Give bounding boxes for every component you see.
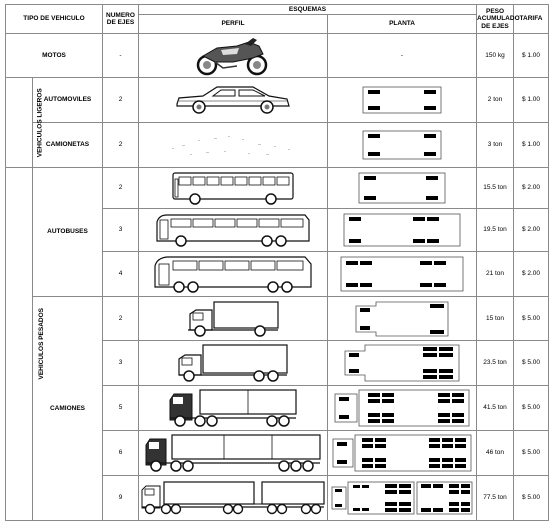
plan-2-axle-icon <box>354 300 450 338</box>
header-peso: PESO ACUMULADO DE EJES <box>477 5 514 34</box>
ejes-cell: 2 <box>103 123 139 168</box>
profile-cell <box>139 168 328 209</box>
plan-cell <box>328 297 477 341</box>
profile-cell <box>139 252 328 297</box>
category-automoviles: AUTOMOVILES <box>33 78 103 123</box>
ejes-cell: 5 <box>103 386 139 431</box>
plan-5-axle-icon <box>334 388 470 428</box>
profile-cell <box>139 476 328 521</box>
road-train-icon <box>140 480 326 516</box>
plan-cell <box>328 78 477 123</box>
peso-cell: 23.5 ton <box>477 341 514 386</box>
plan-cell <box>328 123 477 168</box>
plan-3-axle-icon <box>343 343 461 383</box>
tarifa-cell: $ 1.00 <box>514 34 549 78</box>
peso-cell: 2 ton <box>477 78 514 123</box>
header-esquemas: ESQUEMAS <box>139 5 477 15</box>
category-camiones: CAMIONES <box>33 297 103 521</box>
plan-2-axle-icon <box>362 86 442 114</box>
profile-cell <box>139 341 328 386</box>
plan-2-axle-icon <box>362 130 442 160</box>
category-autobuses: AUTOBUSES <box>33 168 103 297</box>
ejes-cell: 2 <box>103 297 139 341</box>
plan-cell <box>328 252 477 297</box>
tarifa-cell: $ 5.00 <box>514 386 549 431</box>
pickup-icon <box>168 130 298 160</box>
tarifa-cell: $ 1.00 <box>514 123 549 168</box>
category-motos: MOTOS <box>6 34 103 78</box>
header-tarifa: TARIFA <box>514 5 549 34</box>
table-row <box>6 123 549 168</box>
tarifa-cell: $ 5.00 <box>514 476 549 521</box>
profile-cell <box>139 386 328 431</box>
tarifa-cell: $ 2.00 <box>514 168 549 209</box>
plan-cell <box>328 476 477 521</box>
peso-cell: 19.5 ton <box>477 209 514 252</box>
header-ejes: NUMERO DE EJES <box>103 5 139 34</box>
table-row <box>6 297 549 341</box>
peso-cell: 41.5 ton <box>477 386 514 431</box>
ejes-cell: 6 <box>103 431 139 476</box>
peso-cell: 15 ton <box>477 297 514 341</box>
header-planta: PLANTA <box>328 15 477 34</box>
ejes-cell: 2 <box>103 168 139 209</box>
table-row <box>6 78 549 123</box>
ejes-cell: 3 <box>103 209 139 252</box>
bus-icon <box>171 170 295 206</box>
plan-cell: - <box>328 34 477 78</box>
tarifa-cell: $ 5.00 <box>514 431 549 476</box>
peso-cell: 15.5 ton <box>477 168 514 209</box>
profile-cell <box>139 34 328 78</box>
table-row <box>6 168 549 209</box>
truck-icon <box>177 343 289 383</box>
semi-truck-icon <box>168 388 298 428</box>
header-tipo: TIPO DE VEHICULO <box>6 5 103 34</box>
peso-cell: 46 ton <box>477 431 514 476</box>
plan-cell <box>328 386 477 431</box>
plan-3-axle-icon <box>343 213 461 247</box>
plan-9-axle-icon <box>331 479 473 517</box>
plan-4-axle-icon <box>340 256 464 292</box>
group-pesados: VEHICULOS PESADOS <box>6 168 33 521</box>
plan-cell <box>328 341 477 386</box>
toll-tariff-table <box>5 4 549 521</box>
semi-truck-icon <box>144 433 322 473</box>
profile-cell <box>139 78 328 123</box>
tarifa-cell: $ 5.00 <box>514 341 549 386</box>
profile-cell <box>139 297 328 341</box>
group-ligeros: VEHICULOS LIGEROS <box>6 78 33 168</box>
profile-cell <box>139 123 328 168</box>
plan-cell <box>328 168 477 209</box>
plan-cell <box>328 209 477 252</box>
plan-2-axle-icon <box>358 172 446 204</box>
tarifa-cell: $ 2.00 <box>514 252 549 297</box>
bus-icon <box>153 254 313 294</box>
tarifa-cell: $ 5.00 <box>514 297 549 341</box>
header-perfil: PERFIL <box>139 15 328 34</box>
ejes-cell: 2 <box>103 78 139 123</box>
truck-icon <box>186 300 280 338</box>
ejes-cell: 3 <box>103 341 139 386</box>
plan-cell <box>328 431 477 476</box>
ejes-cell: 9 <box>103 476 139 521</box>
peso-cell: 21 ton <box>477 252 514 297</box>
car-icon <box>173 84 293 116</box>
ejes-cell: - <box>103 34 139 78</box>
profile-cell <box>139 431 328 476</box>
motorcycle-icon <box>193 36 273 76</box>
table-row <box>6 34 549 78</box>
tarifa-cell: $ 1.00 <box>514 78 549 123</box>
peso-cell: 77.5 ton <box>477 476 514 521</box>
profile-cell <box>139 209 328 252</box>
category-camionetas: CAMIONETAS <box>33 123 103 168</box>
bus-icon <box>155 212 311 248</box>
ejes-cell: 4 <box>103 252 139 297</box>
plan-6-axle-icon <box>332 433 472 473</box>
tarifa-cell: $ 2.00 <box>514 209 549 252</box>
peso-cell: 150 kg <box>477 34 514 78</box>
peso-cell: 3 ton <box>477 123 514 168</box>
